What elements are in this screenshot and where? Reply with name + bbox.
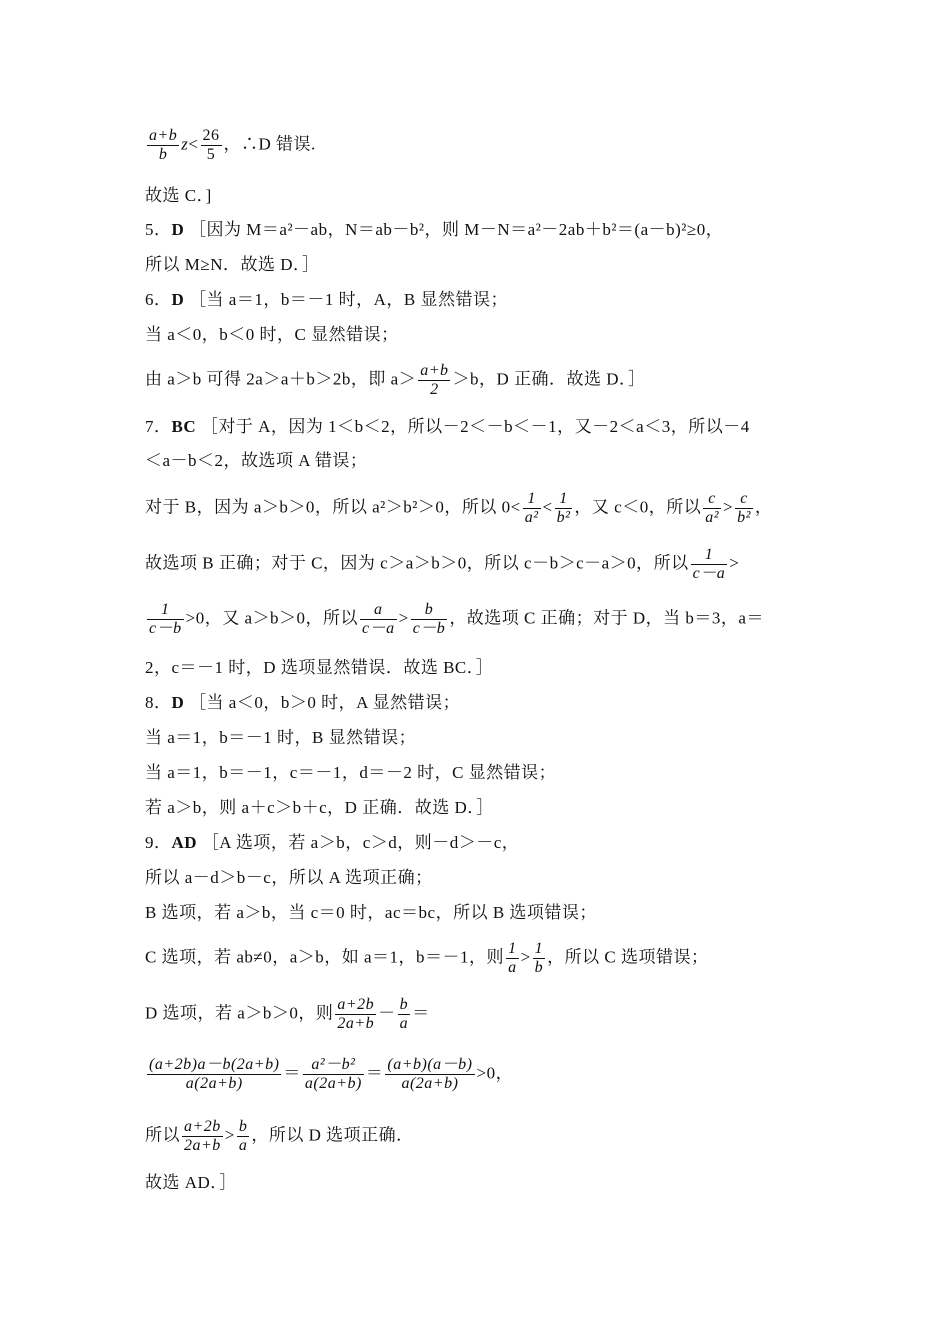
- line-20: B 选项，若 a＞b，当 c＝0 时，ac＝bc，所以 B 选项错误；: [145, 903, 597, 922]
- answer-letter: AD: [171, 833, 198, 852]
- answer-letter: D: [171, 693, 185, 712]
- line-23: $\frac{(a+2b)a-b(2a+b)}{a(2a+b)}$ ＝ $\frac{\text{a²－b²}}{a(2a+b)}$ ＝ $\frac{(a+b)(a-b)}{a(2a+b)}$ >0，: [149, 1056, 514, 1092]
- line-25: 故选 AD．］: [145, 1173, 237, 1192]
- line-6: 当 a＜0，b＜0 时，C 显然错误；: [145, 325, 399, 344]
- line-21: C 选项，若 ab≠0，a＞b，如 a＝1，b＝－1，则 $\frac{1}{a}$ > $\frac{1}{b}$ ，所以 C 选项错误；: [145, 940, 709, 976]
- line-4: 所以 M≥N．故选 D．］: [145, 255, 320, 274]
- fraction: $\frac{b}{a}$: [238, 1118, 248, 1154]
- line-13: 2，c＝－1 时，D 选项显然错误．故选 BC．］: [145, 658, 494, 677]
- fraction: $\frac{a}{c-a}$: [362, 601, 395, 637]
- line-11: 故选项 B 正确；对于 C，因为 c＞a＞b＞0，所以 c－b＞c－a＞0，所以 $\frac{1}{c-a}$ >: [145, 546, 740, 582]
- fraction: $\frac{26}{5}$: [202, 127, 220, 163]
- fraction: $\frac{b}{a}$: [399, 996, 409, 1032]
- fraction: $\frac{1}{b}$: [534, 940, 544, 976]
- fraction: $\frac{a+b}{b}$: [149, 127, 178, 163]
- fraction: $\frac{1}{\text{b²}}$: [556, 490, 571, 526]
- line-1: $\frac{a+b}{b}$ z< $\frac{26}{5}$ ，∴D 错误.: [149, 127, 316, 163]
- answer-7: 7．BC ［对于 A，因为 1＜b＜2，所以－2＜－b＜－1，又－2＜a＜3，所以－4: [145, 417, 750, 436]
- answer-letter: BC: [171, 417, 197, 436]
- fraction: $\frac{(a+b)(a-b)}{a(2a+b)}$: [387, 1056, 473, 1092]
- fraction: $\frac{a+2b}{2a+b}$: [184, 1118, 221, 1154]
- line-16: 当 a＝1，b＝－1，c＝－1，d＝－2 时，C 显然错误；: [145, 763, 557, 782]
- fraction: $\frac{1}{c-a}$: [692, 546, 726, 582]
- line-17: 若 a＞b，则 a＋c＞b＋c，D 正确．故选 D．］: [145, 798, 494, 817]
- fraction: $\frac{1}{\text{a²}}$: [524, 490, 539, 526]
- line-9: ＜a－b＜2，故选项 A 错误；: [145, 451, 368, 470]
- fraction: $\frac{a+b}{2}$: [420, 362, 449, 398]
- line-24: 所以 $\frac{a+2b}{2a+b}$ > $\frac{b}{a}$ ，所以 D 选项正确．: [145, 1118, 414, 1154]
- fraction: $\frac{(a+2b)a-b(2a+b)}{a(2a+b)}$: [149, 1056, 280, 1092]
- fraction: $\frac{c}{\text{b²}}$: [737, 490, 751, 526]
- answer-6: 6．D ［当 a＝1，b＝－1 时，A，B 显然错误；: [145, 290, 508, 309]
- answer-letter: D: [171, 220, 185, 239]
- fraction: $\frac{1}{c-b}$: [149, 601, 182, 637]
- line-7: 由 a＞b 可得 2a＞a＋b＞2b，即 a＞ $\frac{a+b}{2}$ ＞b，D 正确．故选 D．］: [145, 362, 646, 398]
- line-19: 所以 a－d＞b－c，所以 A 选项正确；: [145, 868, 433, 887]
- fraction: $\frac{a+2b}{2a+b}$: [337, 996, 375, 1032]
- fraction: $\frac{b}{c-b}$: [412, 601, 446, 637]
- answer-letter: D: [171, 290, 185, 309]
- line-22: D 选项，若 a＞b＞0，则 $\frac{a+2b}{2a+b}$ － $\frac{b}{a}$ ＝: [145, 996, 430, 1032]
- answer-5: 5．D ［因为 M＝a²－ab，N＝ab－b²，则 M－N＝a²－2ab＋b²＝(a－b)²≥0，: [145, 220, 724, 239]
- line-15: 当 a＝1，b＝－1 时，B 显然错误；: [145, 728, 417, 747]
- line-12: $\frac{1}{c-b}$ >0，又 a＞b＞0，所以 $\frac{a}{c-a}$ > $\frac{b}{c-b}$ ，故选项 C 正确；对于 D，当 b＝3，a＝: [149, 601, 764, 637]
- line-10: 对于 B，因为 a＞b＞0，所以 a²＞b²＞0，所以 0< $\frac{1}{\text{a²}}$ < $\frac{1}{\text{b²}}$ ，又 c＜0，所以 $\frac{c}{\text{a²}}$ > $\frac{c}{\text{b²}}$ ，: [145, 490, 773, 526]
- fraction: $\frac{c}{\text{a²}}$: [705, 490, 719, 526]
- fraction: $\frac{\text{a²－b²}}{a(2a+b)}$: [304, 1056, 362, 1092]
- line-2: 故选 C．]: [145, 186, 212, 205]
- answer-9: 9．AD ［A 选项，若 a＞b，c＞d，则－d＞－c，: [145, 833, 520, 852]
- fraction: $\frac{1}{a}$: [508, 940, 517, 976]
- answer-8: 8．D ［当 a＜0，b＞0 时，A 显然错误；: [145, 693, 461, 712]
